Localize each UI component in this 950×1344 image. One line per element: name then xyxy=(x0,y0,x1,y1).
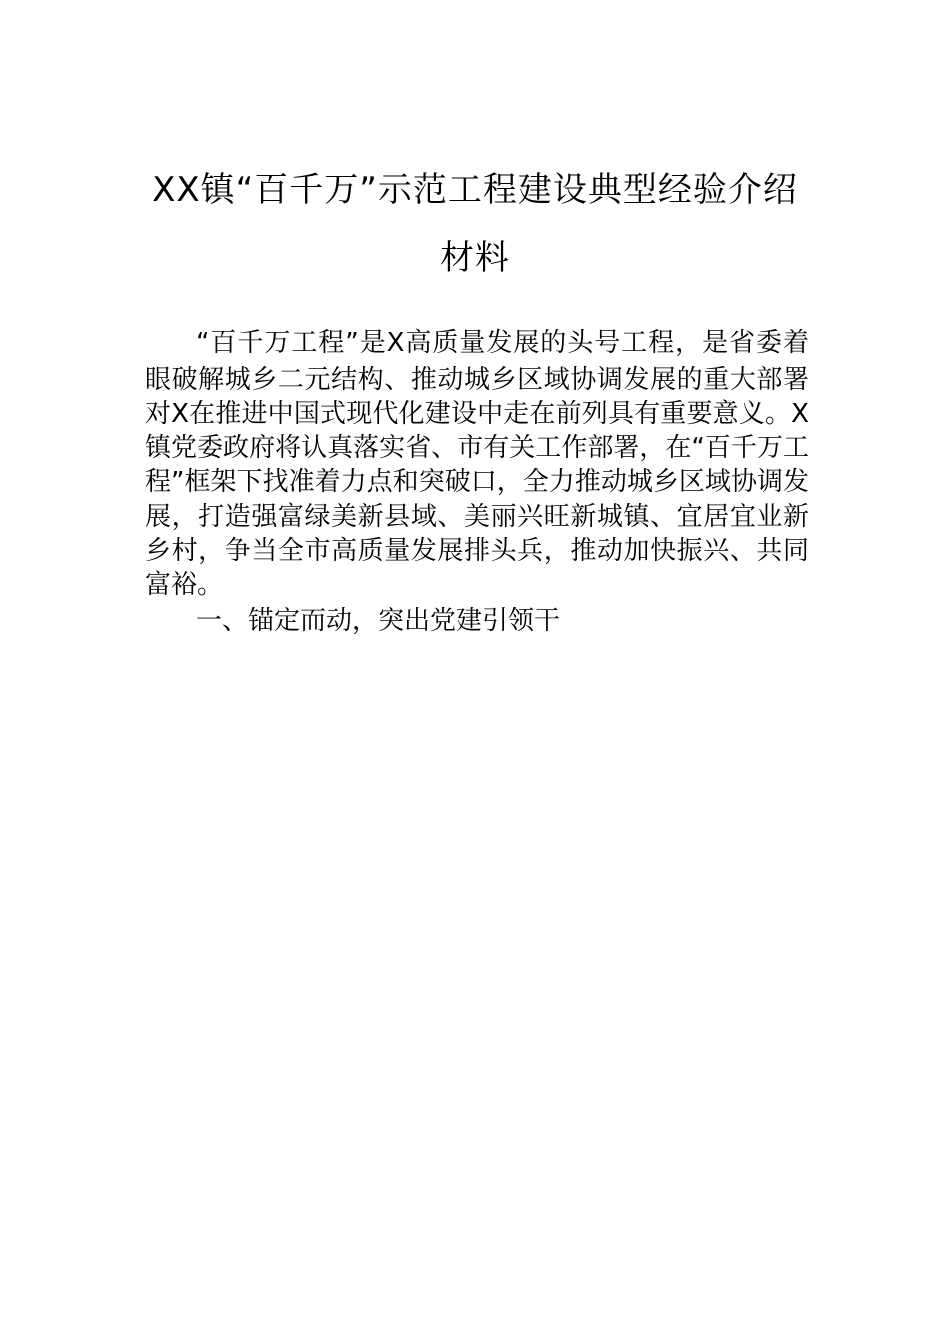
document-title-line-1: XX镇“百千万”示范工程建设典型经验介绍 xyxy=(152,170,798,210)
paragraph-line-2: 眼破解城乡二元结构、推动城乡区域协调发展的重大部署 xyxy=(145,365,809,395)
paragraph-line-1: “百千万工程”是X高质量发展的头号工程，是省委着 xyxy=(196,328,809,358)
paragraph-line-5: 程”框架下找准着力点和突破口，全力推动城乡区域协调发 xyxy=(145,467,809,497)
section-heading-1: 一、锚定而动，突出党建引领干 xyxy=(196,606,561,636)
paragraph-line-3: 对X在推进中国式现代化建设中走在前列具有重要意义。X xyxy=(145,399,809,429)
paragraph-line-4: 镇党委政府将认真落实省、市有关工作部署，在“百千万工 xyxy=(145,433,809,463)
paragraph-line-7: 乡村，争当全市高质量发展排头兵，推动加快振兴、共同 xyxy=(145,536,809,566)
paragraph-line-6: 展，打造强富绿美新县域、美丽兴旺新城镇、宜居宜业新 xyxy=(145,502,809,532)
document-title-line-2: 材料 xyxy=(440,238,510,278)
paragraph-line-8: 富裕。 xyxy=(145,570,224,600)
